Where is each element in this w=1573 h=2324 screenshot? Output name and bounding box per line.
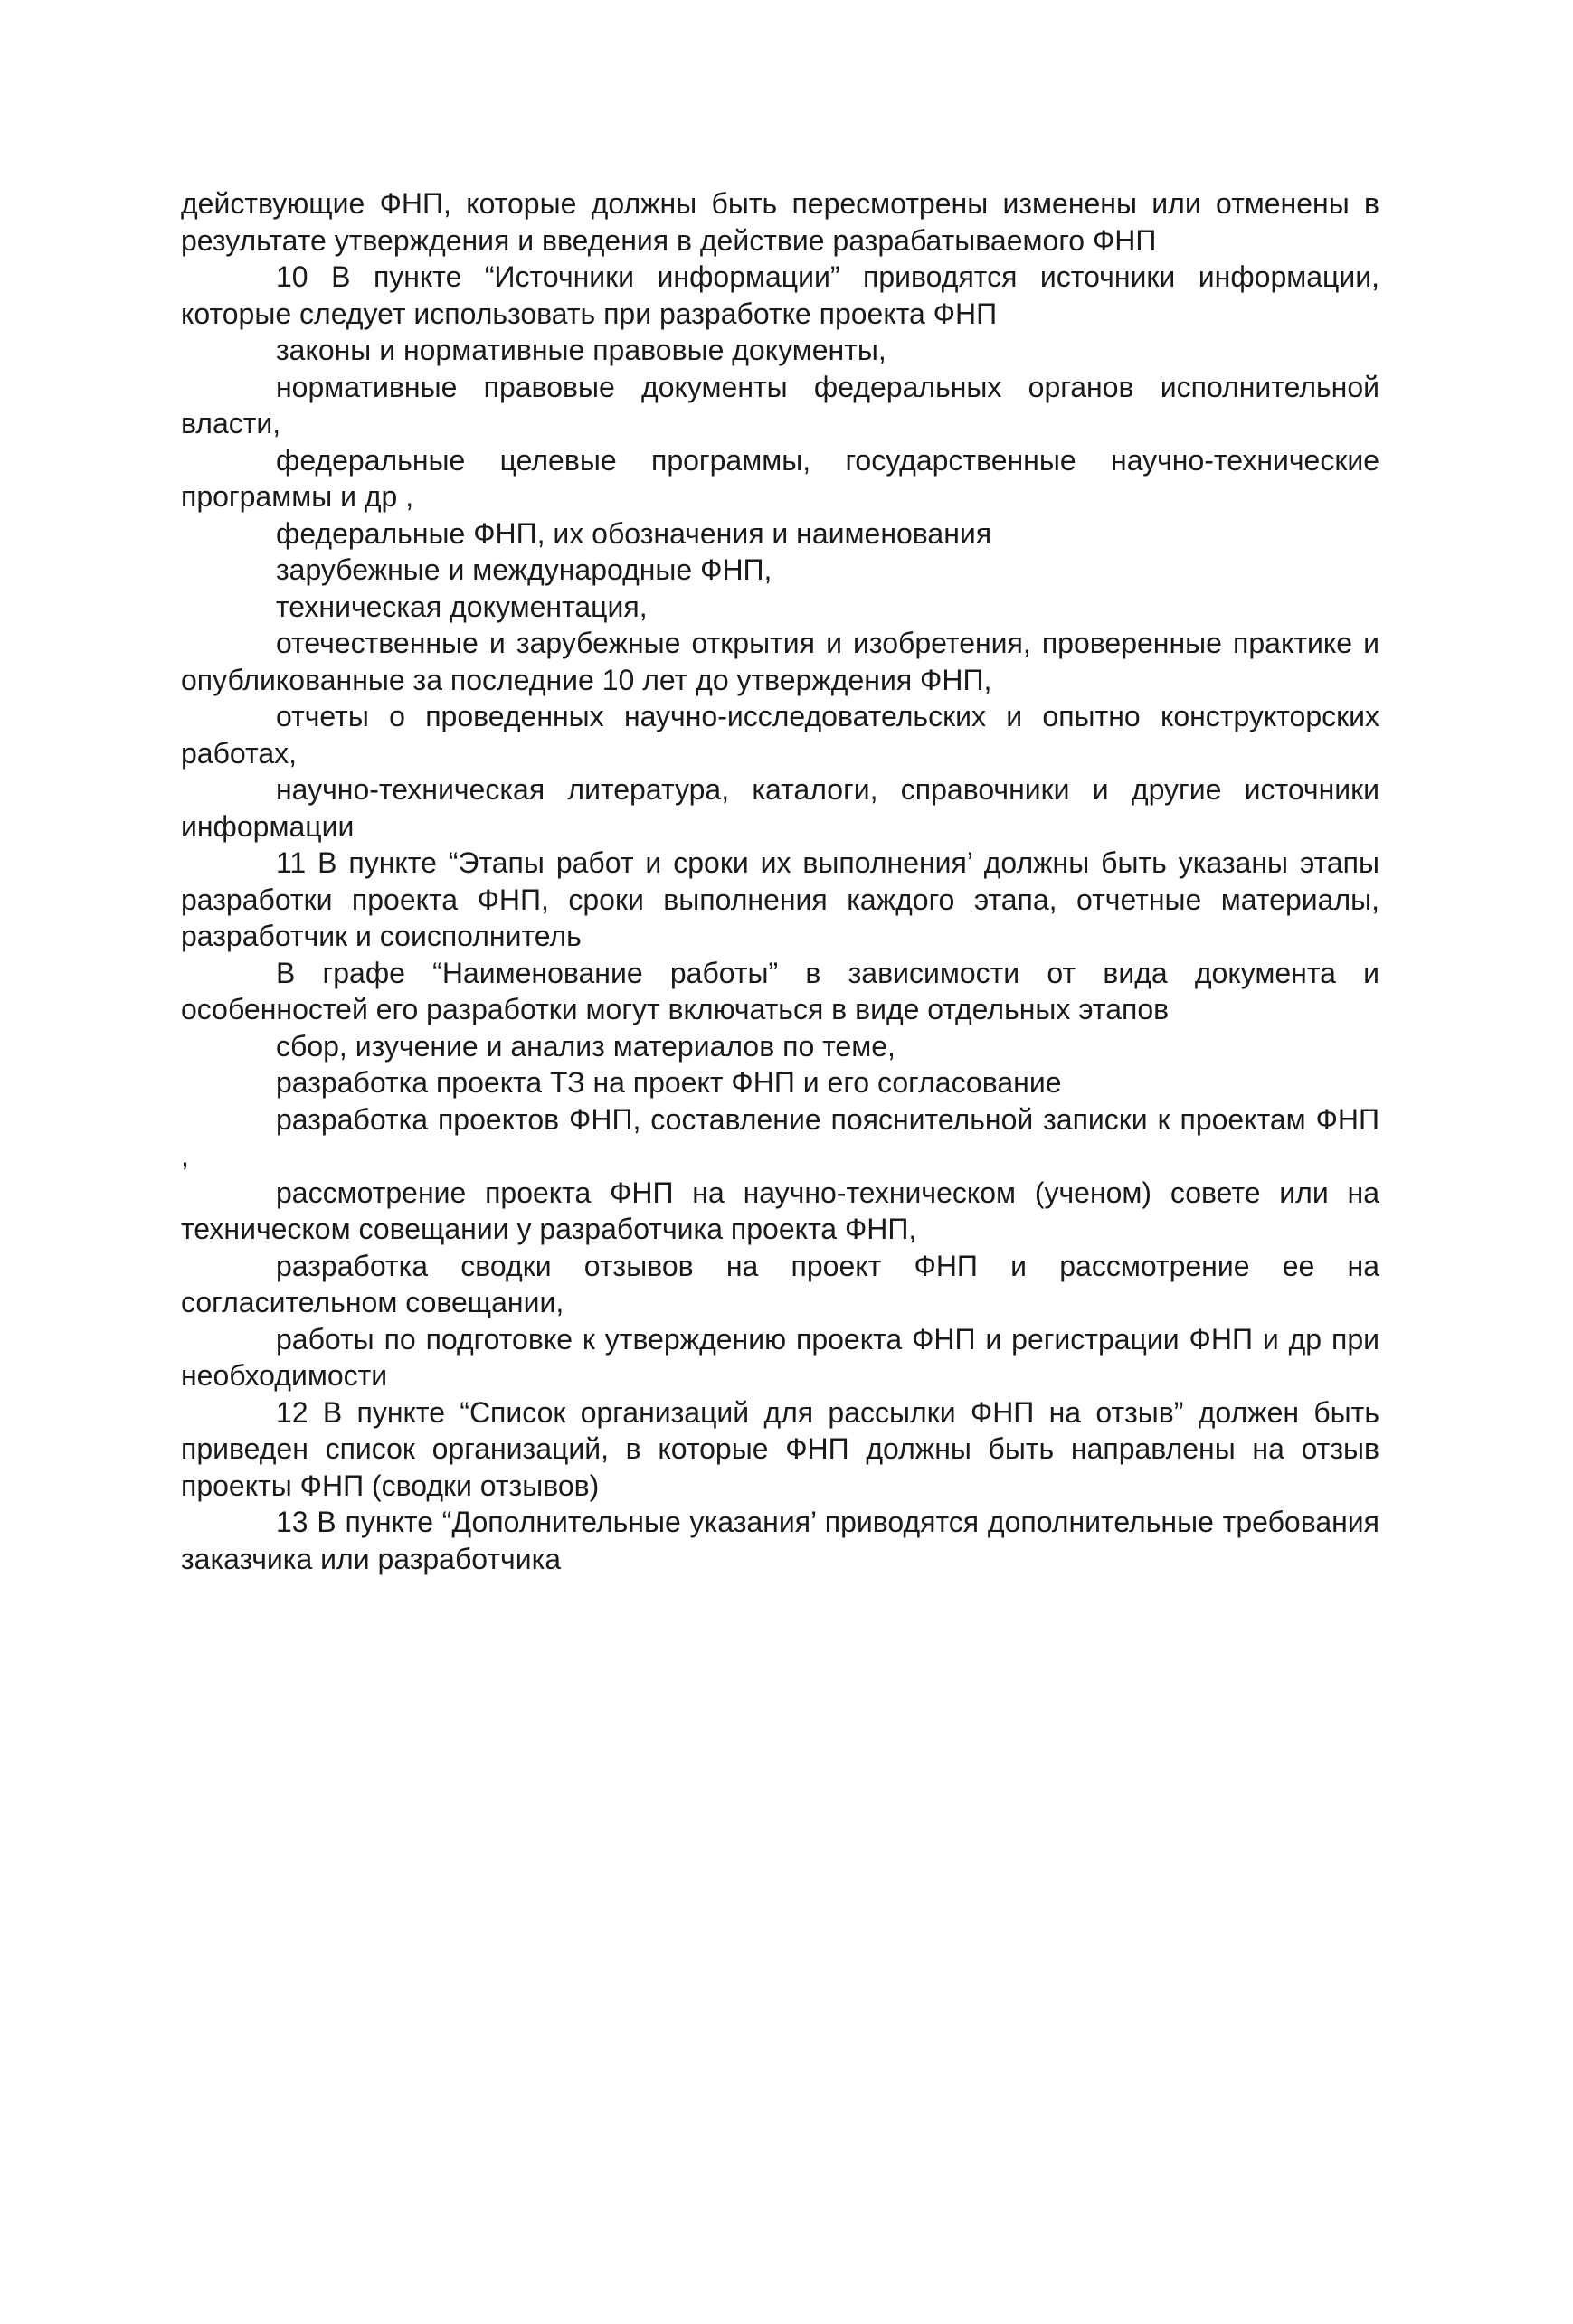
- list-item-review-summary: разработка сводки отзывов на проект ФНП и рассмотрение ее на согласительном совещании,: [181, 1249, 1379, 1318]
- list-item-laws: законы и нормативные правовые документы,: [276, 334, 886, 366]
- list-item-foreign-fnp: зарубежные и международные ФНП,: [276, 553, 772, 586]
- list-item-literature: научно-техническая литература, каталоги, справочники и другие источники информации: [181, 773, 1379, 843]
- paragraph-item-13-additional: 13 В пункте “Дополнительные указания’ приводятся дополнительные требования заказчика или разработчика: [181, 1506, 1379, 1575]
- list-item-reports: отчеты о проведенных научно-исследовательских и опытно конструкторских работах,: [181, 700, 1379, 770]
- list-item-federal-fnp: федеральные ФНП, их обозначения и наименования: [276, 516, 992, 550]
- list-item-approval-work: работы по подготовке к утверждению проекта ФНП и регистрации ФНП и др при необходимости: [181, 1322, 1379, 1392]
- paragraph-cancelled-fnp: действующие ФНП, которые должны быть пересмотрены изменены или отменены в результате утверждения и введения в действие разрабатываемого ФНП: [181, 187, 1379, 257]
- paragraph-work-name-column: В графе “Наименование работы” в зависимости от вида документа и особенностей его разработки могут включаться в виде отдельных этапов: [181, 956, 1379, 1025]
- list-item-tech-docs: техническая документация,: [276, 590, 648, 623]
- list-item-council-review: рассмотрение проекта ФНП на научно-техническом (ученом) совете или на техническом совещании у разработчика проекта ФНП,: [181, 1176, 1379, 1245]
- list-item-inventions: отечественные и зарубежные открытия и изобретения, проверенные практике и опубликованные за последние 10 лет до утверждения ФНП,: [181, 627, 1379, 696]
- list-item-programs: федеральные целевые программы, государственные научно-технические программы и др ,: [181, 443, 1379, 513]
- list-item-tz-draft: разработка проекта ТЗ на проект ФНП и его согласование: [276, 1066, 1062, 1099]
- paragraph-item-10-sources: 10 В пункте “Источники информации” приводятся источники информации, которые следует использовать при разработке проекта ФНП: [181, 260, 1379, 330]
- document-body: [181, 185, 1379, 1577]
- list-item-collection: сбор, изучение и анализ материалов по теме,: [276, 1029, 895, 1063]
- list-item-fnp-drafts: разработка проектов ФНП, составление пояснительной записки к проектам ФНП ,: [181, 1102, 1379, 1172]
- paragraph-item-12-mailing: 12 В пункте “Список организаций для рассылки ФНП на отзыв” должен быть приведен список организаций, в которые ФНП должны быть направлены на отзыв проекты ФНП (сводки отзывов): [181, 1395, 1379, 1502]
- paragraph-item-11-stages: 11 В пункте “Этапы работ и сроки их выполнения’ должны быть указаны этапы разработки проекта ФНП, сроки выполнения каждого этапа, отчетные материалы, разработчик и соисполнитель: [181, 846, 1379, 952]
- list-item-federal-acts: нормативные правовые документы федеральных органов исполнительной власти,: [181, 370, 1379, 439]
